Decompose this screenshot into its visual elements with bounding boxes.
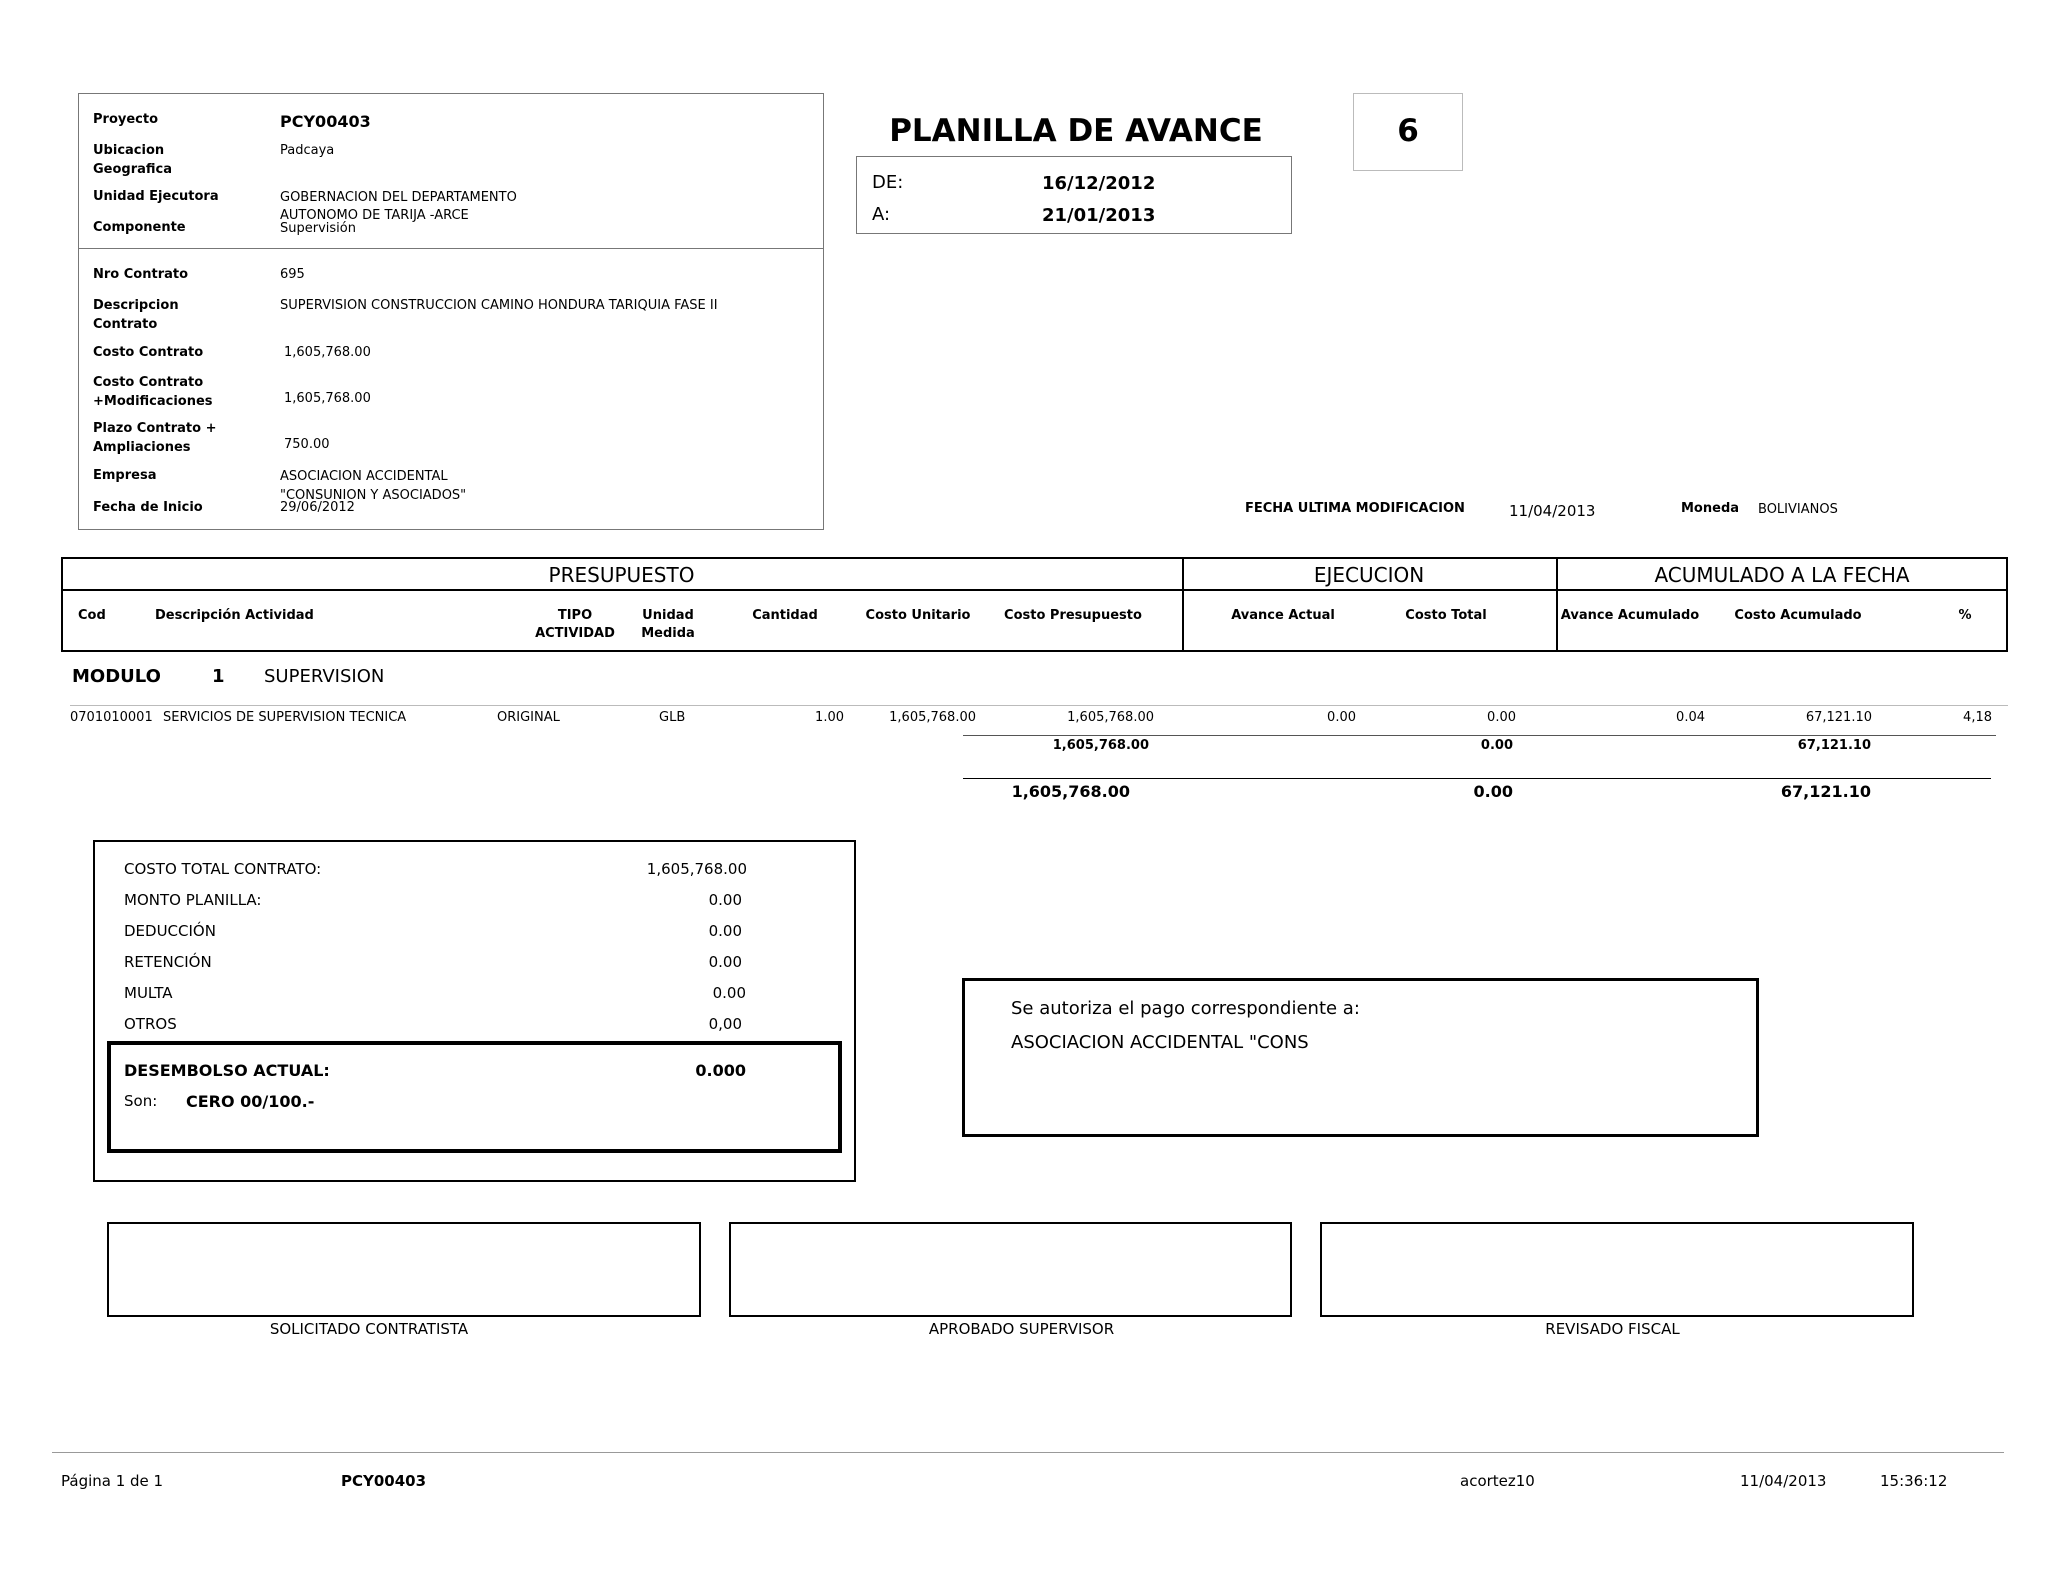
col-costo-acumulado: Costo Acumulado	[1734, 608, 1862, 623]
col-desc: Descripción Actividad	[155, 608, 314, 623]
signature-box-aprobado	[729, 1222, 1292, 1317]
row-costo-total: 0.00	[1487, 710, 1516, 725]
nro-contrato-value: 695	[280, 267, 305, 282]
col-unidad-1: Unidad	[642, 608, 694, 623]
summary-retencion-label: RETENCIÓN	[124, 953, 212, 971]
costo-contrato-value: 1,605,768.00	[284, 345, 371, 360]
componente-value: Supervisión	[280, 221, 356, 236]
footer-rule	[52, 1452, 2004, 1453]
col-costo-unitario: Costo Unitario	[865, 608, 971, 623]
col-tipo-1: TIPO	[557, 608, 593, 623]
total-costo-acumulado: 67,121.10	[1780, 782, 1871, 801]
signature-label-aprobado: APROBADO SUPERVISOR	[928, 1320, 1115, 1338]
col-costo-total: Costo Total	[1405, 608, 1487, 623]
col-pct: %	[1958, 608, 1972, 623]
desembolso-value: 0.000	[695, 1061, 746, 1080]
subtotal-rule	[963, 735, 1996, 736]
summary-monto-value: 0.00	[708, 891, 742, 909]
col-avance-acumulado: Avance Acumulado	[1560, 608, 1700, 623]
authorization-text: Se autoriza el pago correspondiente a:	[1011, 998, 1360, 1019]
summary-retencion-value: 0.00	[708, 953, 742, 971]
son-label: Son:	[124, 1092, 158, 1110]
proyecto-label: Proyecto	[93, 112, 159, 127]
signature-box-solicitado	[107, 1222, 701, 1317]
row-cod: 0701010001	[70, 710, 153, 725]
fecha-mod-value: 11/04/2013	[1509, 502, 1596, 520]
signature-label-solicitado: SOLICITADO CONTRATISTA	[269, 1320, 469, 1338]
son-value: CERO 00/100.-	[186, 1092, 315, 1111]
fecha-mod-label: FECHA ULTIMA MODIFICACION	[1245, 501, 1465, 516]
row-avance-actual: 0.00	[1327, 710, 1356, 725]
costo-mod-value: 1,605,768.00	[284, 391, 371, 406]
moneda-label: Moneda	[1681, 501, 1740, 516]
row-tipo: ORIGINAL	[497, 710, 560, 725]
plazo-value: 750.00	[284, 437, 330, 452]
modulo-name: SUPERVISION	[264, 666, 385, 687]
row-costo-unitario: 1,605,768.00	[889, 710, 976, 725]
row-cantidad: 1.00	[815, 710, 844, 725]
footer-time: 15:36:12	[1880, 1472, 1948, 1490]
col-cod: Cod	[78, 608, 106, 623]
empresa-label: Empresa	[93, 468, 157, 483]
descripcion-label-1: Descripcion	[93, 298, 179, 313]
col-cantidad: Cantidad	[752, 608, 818, 623]
authorization-payee: ASOCIACION ACCIDENTAL "CONS	[1011, 1032, 1309, 1053]
desembolso-label: DESEMBOLSO ACTUAL:	[124, 1061, 330, 1080]
signature-box-revisado	[1320, 1222, 1914, 1317]
proyecto-value: PCY00403	[280, 112, 371, 131]
descripcion-value: SUPERVISION CONSTRUCCION CAMINO HONDURA TARIQUIA FASE II	[280, 298, 718, 313]
period-de-value: 16/12/2012	[1042, 173, 1156, 194]
ubicacion-label-2: Geografica	[93, 162, 173, 177]
total-rule	[963, 778, 1991, 779]
componente-label: Componente	[93, 220, 186, 235]
costo-contrato-label: Costo Contrato	[93, 345, 204, 360]
total-costo-total: 0.00	[1473, 782, 1513, 801]
group-ejecucion: EJECUCION	[1313, 563, 1425, 587]
period-a-label: A:	[872, 204, 891, 225]
summary-deduccion-label: DEDUCCIÓN	[124, 922, 216, 940]
unidad-label: Unidad Ejecutora	[93, 189, 219, 204]
col-tipo-2: ACTIVIDAD	[535, 626, 615, 641]
row-desc: SERVICIOS DE SUPERVISION TECNICA	[163, 710, 407, 725]
modulo-number: 1	[212, 666, 225, 687]
footer-date: 11/04/2013	[1740, 1472, 1827, 1490]
row-costo-presupuesto: 1,605,768.00	[1067, 710, 1154, 725]
summary-multa-value: 0.00	[712, 984, 746, 1002]
subtotal-costo-presupuesto: 1,605,768.00	[1052, 738, 1149, 753]
period-de-label: DE:	[872, 172, 904, 193]
fecha-inicio-value: 29/06/2012	[280, 500, 355, 515]
nro-contrato-label: Nro Contrato	[93, 267, 189, 282]
summary-deduccion-value: 0.00	[708, 922, 742, 940]
project-info-divider	[78, 248, 824, 249]
footer-user: acortez10	[1460, 1472, 1535, 1490]
period-a-value: 21/01/2013	[1042, 205, 1156, 226]
summary-multa-label: MULTA	[124, 984, 173, 1002]
row-avance-acumulado: 0.04	[1676, 710, 1705, 725]
ubicacion-value: Padcaya	[280, 143, 335, 158]
footer-page: Página 1 de 1	[61, 1472, 164, 1490]
page-title: PLANILLA DE AVANCE	[889, 113, 1263, 149]
summary-costo-total-label: COSTO TOTAL CONTRATO:	[124, 860, 322, 878]
footer-project: PCY00403	[341, 1472, 427, 1490]
empresa-value-2: "CONSUNION Y ASOCIADOS"	[280, 488, 467, 503]
planilla-number: 6	[1397, 113, 1419, 149]
unidad-value-1: GOBERNACION DEL DEPARTAMENTO	[280, 190, 517, 205]
costo-mod-label-2: +Modificaciones	[93, 394, 213, 409]
total-costo-presupuesto: 1,605,768.00	[1011, 782, 1130, 801]
row-pct: 4,18	[1963, 710, 1992, 725]
plazo-label-2: Ampliaciones	[93, 440, 191, 455]
empresa-value-1: ASOCIACION ACCIDENTAL	[280, 469, 448, 484]
col-unidad-2: Medida	[641, 626, 695, 641]
unidad-value-2: AUTONOMO DE TARIJA -ARCE	[280, 208, 469, 223]
ubicacion-label-1: Ubicacion	[93, 143, 165, 158]
summary-costo-total-value: 1,605,768.00	[646, 860, 747, 878]
table-header-divider	[61, 589, 2008, 591]
col-costo-presupuesto: Costo Presupuesto	[1004, 608, 1142, 623]
col-avance-actual: Avance Actual	[1231, 608, 1335, 623]
costo-mod-label-1: Costo Contrato	[93, 375, 204, 390]
descripcion-label-2: Contrato	[93, 317, 158, 332]
modulo-rule	[70, 705, 2008, 706]
fecha-inicio-label: Fecha de Inicio	[93, 500, 203, 515]
modulo-label: MODULO	[72, 666, 161, 687]
summary-otros-value: 0,00	[708, 1015, 742, 1033]
plazo-label-1: Plazo Contrato +	[93, 421, 217, 436]
subtotal-costo-acumulado: 67,121.10	[1797, 738, 1871, 753]
moneda-value: BOLIVIANOS	[1758, 502, 1838, 517]
signature-label-revisado: REVISADO FISCAL	[1545, 1320, 1680, 1338]
summary-monto-label: MONTO PLANILLA:	[124, 891, 262, 909]
summary-otros-label: OTROS	[124, 1015, 177, 1033]
row-unidad: GLB	[659, 710, 686, 725]
row-costo-acumulado: 67,121.10	[1805, 710, 1872, 725]
group-presupuesto: PRESUPUESTO	[548, 563, 695, 587]
group-acumulado: ACUMULADO A LA FECHA	[1654, 563, 1910, 587]
subtotal-costo-total: 0.00	[1480, 738, 1513, 753]
